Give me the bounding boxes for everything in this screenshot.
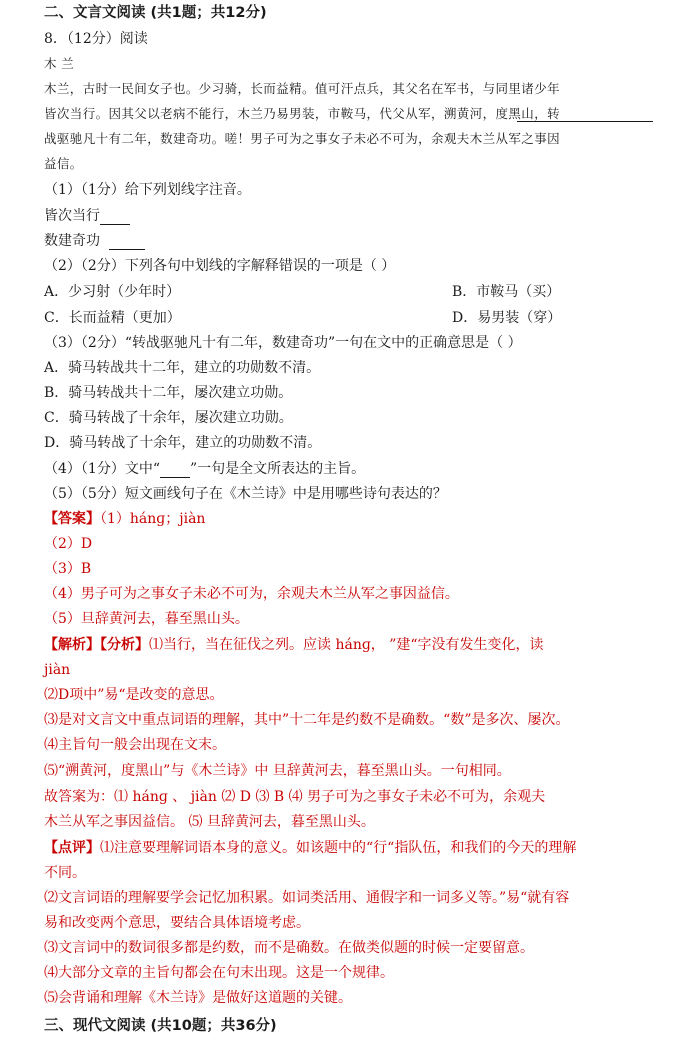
analysis-line-5: ⑷主旨句一般会出现在文末。 <box>44 737 226 753</box>
comment-line-4: 易和改变两个意思，要结合具体语境考虑。 <box>44 915 310 931</box>
sub4-prompt <box>44 460 365 478</box>
comment-line-3: ⑵文言词语的理解要学会记忆加积累。如词类活用、通假字和一词多义等。”易“就有容 <box>44 890 570 906</box>
comment-text-1: ⑴注意要理解词语本身的意义。如该题中的“行“指队伍，和我们的今天的理解 <box>100 840 577 856</box>
sub1-item-2 <box>44 232 145 250</box>
passage-line-3: 战驱驰凡十有二年，数建奇功。嗟！男子可为之事女子未必不可为，余观夫木兰从军之事因 <box>44 131 561 146</box>
section2-title: 二、文言文阅读 (共1题；共12分) <box>44 5 267 21</box>
analysis-line-3: ⑵D项中”易“是改变的意思。 <box>44 687 224 703</box>
comment-line-6: ⑷大部分文章的主旨句都会在句末出现。这是一个规律。 <box>44 965 394 981</box>
comment-line-2: 不同。 <box>44 865 86 881</box>
sub1-item-1-text: 皆次当行 <box>44 208 100 224</box>
passage-line-2 <box>44 105 560 123</box>
sub1-item-1 <box>44 207 130 225</box>
answer-line-1 <box>44 510 205 528</box>
comment-line-5: ⑶文言词中的数词很多都是约数，而不是确数。在做类似题的时候一定要留意。 <box>44 940 534 956</box>
answer-3: （3）B <box>44 561 92 577</box>
answer-blank[interactable] <box>160 477 190 478</box>
answer-label: 【答案】 <box>44 511 100 527</box>
poem-title: 木 兰 <box>44 56 75 71</box>
passage-line-4: 益信。 <box>44 156 83 171</box>
sub1-prompt: （1）（1分）给下列划线字注音。 <box>44 182 251 198</box>
analysis-line-7: 故答案为：⑴ hánɡ 、 jiàn ⑵ D ⑶ B ⑷ 男子可为之事女子未必不可为，余观夫 <box>44 789 546 805</box>
sub3-option-b: B．骑马转战共十二年，屡次建立功勋。 <box>44 385 293 401</box>
comment-line-7: ⑸会背诵和理解《木兰诗》是做好这道题的关键。 <box>44 990 352 1006</box>
sub2-option-b: B．市鞍马（买） <box>452 284 561 300</box>
sub2-prompt: （2）（2分）下列各句中划线的字解释错误的一项是（ ） <box>44 258 396 274</box>
passage-underline-1 <box>517 121 653 122</box>
analysis-line-1 <box>44 636 544 654</box>
q8-header: 8．（12分）阅读 <box>44 31 148 47</box>
answer-blank[interactable] <box>109 249 145 250</box>
analysis-line-8: 木兰从军之事因益信。 ⑸ 旦辞黄河去，暮至黑山头。 <box>44 814 375 830</box>
answer-blank[interactable] <box>100 224 130 225</box>
sub3-option-c: C．骑马转战了十余年，屡次建立功勋。 <box>44 410 293 426</box>
analysis-label: 【解析】【分析】 <box>44 637 149 653</box>
sub3-option-d: D．骑马转战了十余年，建立的功勋数不清。 <box>44 435 322 451</box>
analysis-line-6: ⑸“溯黄河，度黑山”与《木兰诗》中 旦辞黄河去，暮至黑山头。一句相同。 <box>44 763 511 779</box>
sub1-item-2-text: 数建奇功 <box>44 233 100 249</box>
sub2-option-c: C．长而益精（更加） <box>44 310 181 326</box>
answer-1: （1）hánɡ；jiàn <box>100 511 206 527</box>
analysis-text-1: ⑴当行，当在征伐之列。应读 hánɡ， ”建“字没有发生变化，读 <box>149 637 544 653</box>
sub3-prompt: （3）（2分）“转战驱驰凡十有二年，数建奇功”一句在文中的正确意思是（ ） <box>44 335 522 351</box>
sub5-prompt: （5）（5分）短文画线句子在《木兰诗》中是用哪些诗句表达的？ <box>44 486 447 502</box>
passage-line-2-text: 皆次当行。因其父以老病不能行，木兰乃易男装，市鞍马，代父从军，溯黄河，度黑山，转 <box>44 106 561 121</box>
section3-title: 三、现代文阅读 (共10题；共36分) <box>44 1018 277 1034</box>
analysis-line-2: jiàn <box>44 662 71 678</box>
sub2-option-a: A．少习射（少年时） <box>44 284 181 300</box>
sub3-option-a: A．骑马转战共十二年，建立的功勋数不清。 <box>44 360 321 376</box>
sub4-after: ”一句是全文所表达的主旨。 <box>189 461 366 477</box>
answer-5: （5）旦辞黄河去，暮至黑山头。 <box>44 611 249 627</box>
sub2-option-d: D．易男装（穿） <box>452 310 562 326</box>
analysis-line-4: ⑶是对文言文中重点词语的理解，其中”十二年是约数不是确数。“数”是多次、屡次。 <box>44 712 570 728</box>
sub4-before: （4）（1分）文中“ <box>44 461 160 477</box>
answer-4: （4）男子可为之事女子未必不可为，余观夫木兰从军之事因益信。 <box>44 586 459 602</box>
answer-2: （2）D <box>44 536 93 552</box>
comment-label: 【点评】 <box>44 840 100 856</box>
comment-line-1 <box>44 839 576 857</box>
passage-line-1: 木兰，古时一民间女子也。少习骑，长而益精。值可汗点兵，其父名在军书，与同里诸少年 <box>44 81 561 96</box>
